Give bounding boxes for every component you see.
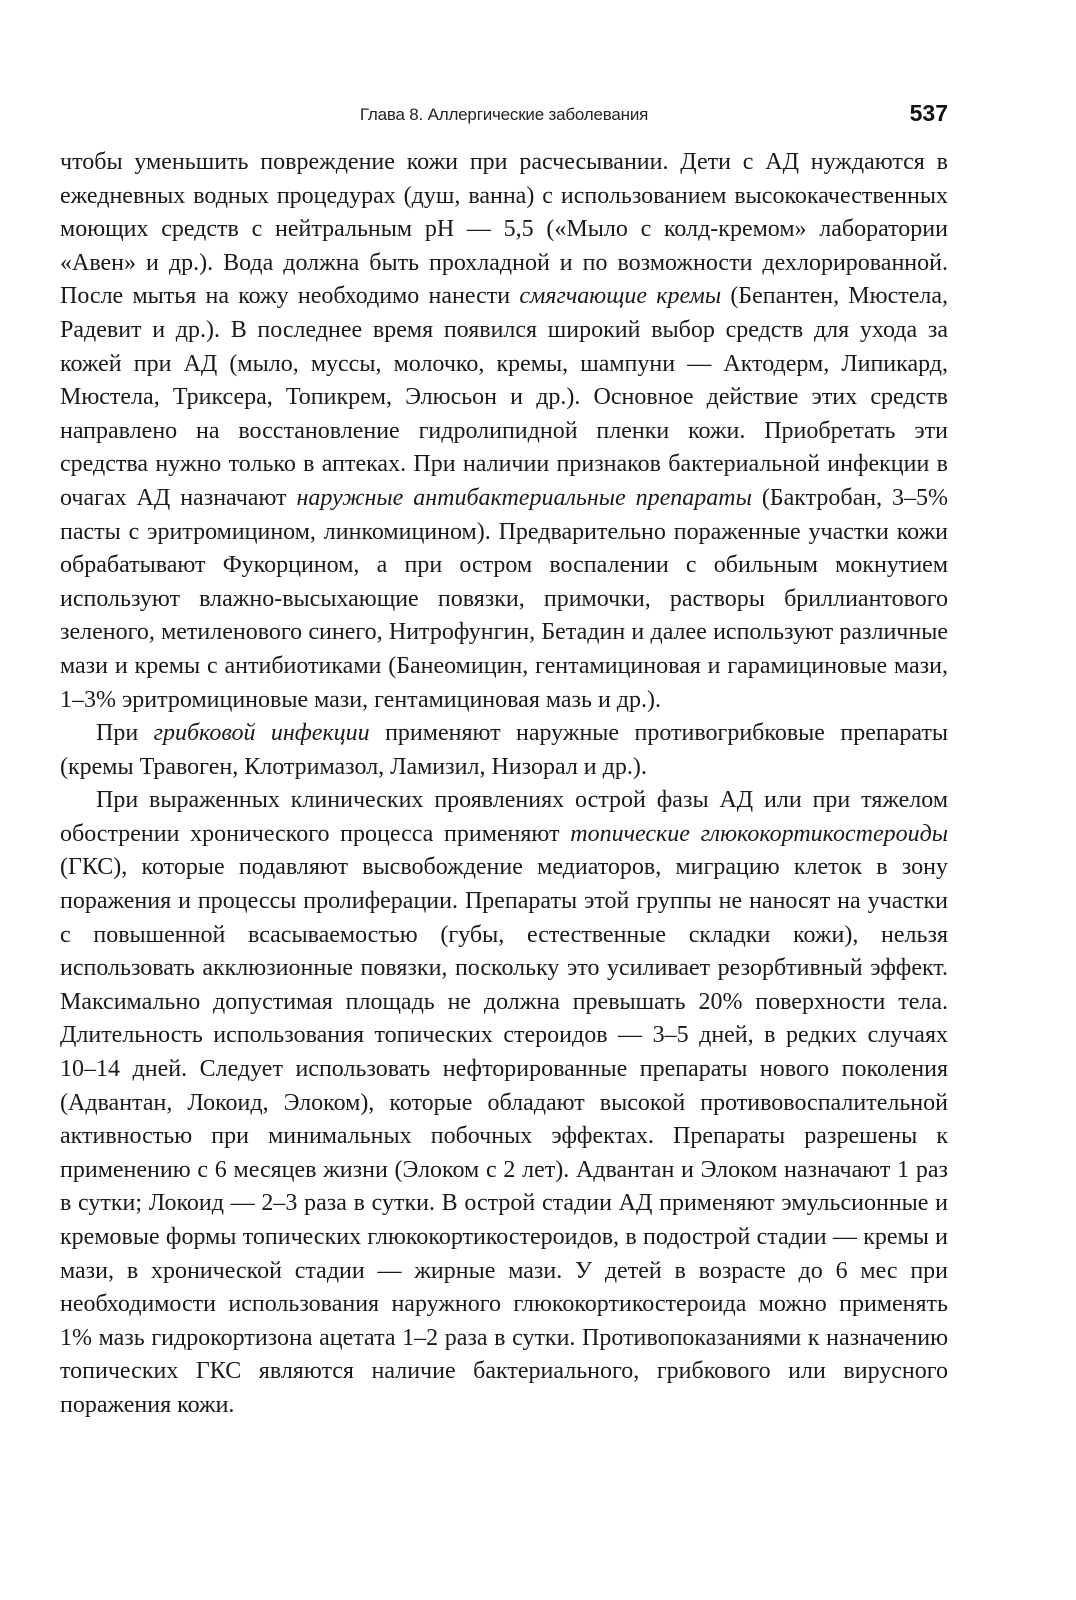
paragraph (60, 146, 948, 717)
paragraph (60, 717, 948, 784)
text-run: При выраженных клинических проявлениях острой фазы АД или при тяжелом обострении хронического процесса применяют (60, 787, 948, 847)
italic-term: грибковой инфекции (153, 720, 370, 747)
text-run: (Бактробан, 3–5% пасты с эритромицином, линкомицином). Предварительно пораженные участки кожи обрабатывают Фукорцином, а при остром воспалении с обильным мокнутием используют влажно-высыхающие повязки, примочки, растворы бриллиантового зеленого, метиленового синего, Нитрофунгин, Бетадин и далее используют различные мази и кремы с антибиотиками (Банеомицин, гентамициновая и гарамициновые мази, 1–3% эритромициновые мази, гентамициновая мазь и др.). (60, 484, 949, 713)
text-run: чтобы уменьшить повреждение кожи при расчесывании. Дети с АД нуждаются в ежедневных водных процедурах (душ, ванна) с использованием высококачественных моющих средств с нейтральным pH — 5,5 («Мыло с колд-кремом» лаборатории «Авен» и др.). Вода должна быть прохладной и по возможности дехлорированной. После мытья на кожу необходимо нанести (60, 149, 948, 310)
italic-term: топические глюкокортикостероиды (570, 820, 948, 847)
italic-term: смягчающие кремы (519, 283, 722, 310)
running-head (60, 100, 948, 132)
text-run: При (96, 720, 154, 747)
text-run: (ГКС), которые подавляют высвобождение медиаторов, миграцию клеток в зону поражения и процессы пролиферации. Препараты этой группы не наносят на участки с повышенной всасываемостью (губы, естественные складки кожи), нельзя использовать акклюзионные повязки, поскольку это усиливает резорбтивный эффект. Максимально допустимая площадь не должна превышать 20% поверхности тела. Длительность использования топических стероидов — 3–5 дней, в редких случаях 10–14 дней. Следует использовать нефторированные препараты нового поколения (Адвантан, Локоид, Элоком), которые обладают высокой противовоспалительной активностью при минимальных побочных эффектах. Препараты разрешены к применению с 6 месяцев жизни (Элоком с 2 лет). Адвантан и Элоком назначают 1 раз в сутки; Локоид — 2–3 раза в сутки. В острой стадии АД применяют эмульсионные и кремовые формы топических глюкокортикостероидов, в подострой стадии — кремы и мази, в хронической стадии — жирные мази. У детей в возрасте до 6 мес при необходимости использования наружного глюкокортикостероида можно применять 1% мазь гидрокортизона ацетата 1–2 раза в сутки. Противопоказаниями к назначению топических ГКС являются наличие бактериального, грибкового или вирусного поражения кожи. (60, 854, 948, 1418)
chapter-title: Глава 8. Аллергические заболевания (359, 105, 649, 124)
paragraph (60, 784, 948, 1422)
body-text (60, 146, 948, 1423)
text-run: (Бепантен, Мюстела, Радевит и др.). В последнее время появился широкий выбор средств для ухода за кожей при АД (мыло, муссы, молочко, кремы, шампуни — Актодерм, Липикард, Мюстела, Триксера, Топикрем, Элюсьон и др.). Основное действие этих средств направлено на восстановление гидролипидной пленки кожи. Приобретать эти средства нужно только в аптеках. При наличии признаков бактериальной инфекции в очагах АД назначают (60, 283, 948, 511)
text-run: применяют наружные противогрибковые препараты (кремы Травоген, Клотримазол, Ламизил, Низорал и др.). (60, 720, 948, 780)
page-number: 537 (909, 100, 948, 126)
italic-term: наружные антибактериальные препараты (296, 484, 752, 511)
